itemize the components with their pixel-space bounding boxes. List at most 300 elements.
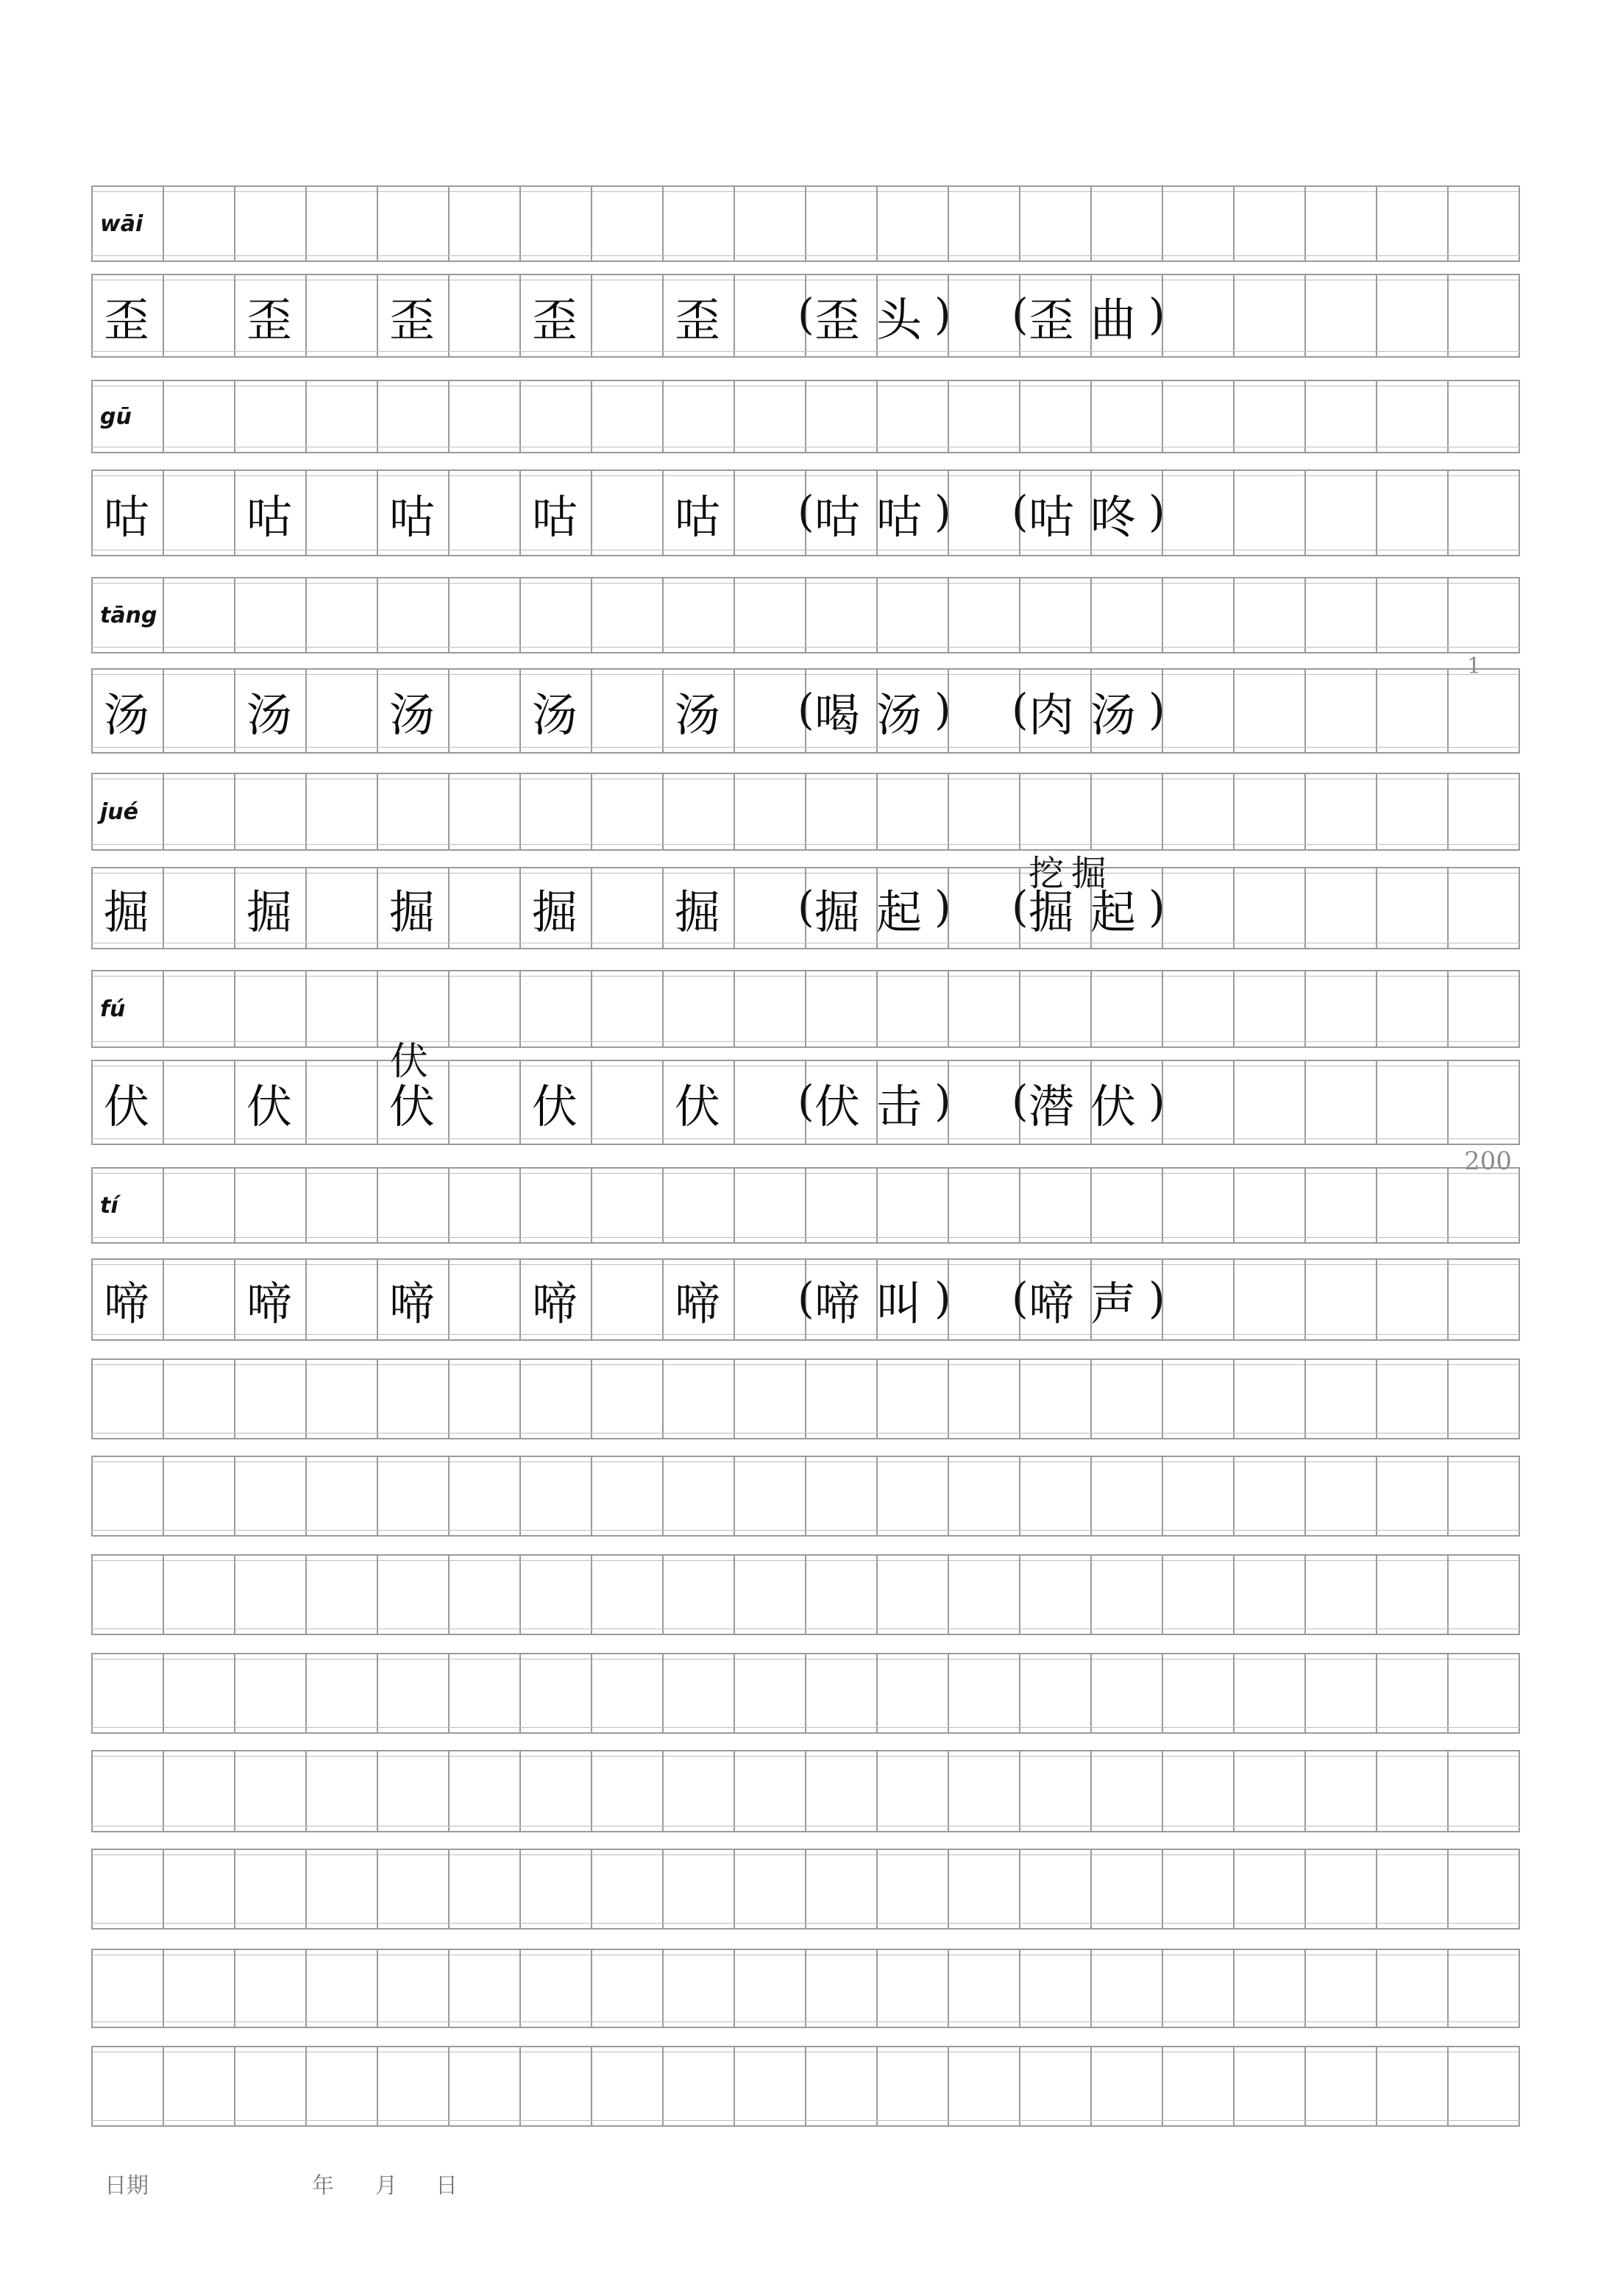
grid-line [1519, 578, 1520, 652]
grid-line [519, 774, 521, 849]
practice-character: 伏 [531, 1079, 578, 1133]
grid-line [163, 187, 164, 261]
grid-line [377, 1457, 378, 1535]
grid-line [805, 1850, 806, 1928]
grid-line [1376, 1950, 1377, 2027]
grid-line [448, 1260, 450, 1339]
grid-line [519, 971, 521, 1046]
grid-line [1162, 1169, 1163, 1242]
grid-line [234, 1950, 235, 2027]
grid-line [1376, 971, 1377, 1046]
grid-line [734, 1169, 735, 1242]
grid-line [163, 1556, 164, 1634]
grid-line [234, 971, 235, 1046]
blank-grid-row [91, 1949, 1520, 2028]
grid-line [1519, 1950, 1520, 2027]
grid-line [1447, 471, 1449, 555]
grid-line [1376, 1457, 1377, 1535]
grid-line [734, 1556, 735, 1634]
grid-line [1019, 1556, 1020, 1634]
vocabulary-word: 咕咕 [814, 489, 938, 544]
grid-line [448, 381, 450, 452]
blank-grid-row [91, 1653, 1520, 1734]
grid-line [1090, 1751, 1092, 1831]
grid-line [1304, 1850, 1306, 1928]
grid-line [519, 1751, 521, 1831]
grid-line [591, 1360, 592, 1438]
pinyin-row [91, 970, 1520, 1048]
footer-year: 年 [312, 2173, 334, 2199]
grid-line [591, 971, 592, 1046]
grid-line [1090, 1654, 1092, 1732]
grid-line [805, 1950, 806, 2027]
grid-line [305, 868, 307, 948]
grid-line [876, 1457, 878, 1535]
grid-line [805, 774, 806, 849]
grid-line [1162, 1556, 1163, 1634]
paren-open: ( [798, 1273, 814, 1323]
grid-line [734, 1850, 735, 1928]
grid-line [305, 1751, 307, 1831]
grid-line [1376, 1061, 1377, 1144]
grid-line [1304, 868, 1306, 948]
grid-line [948, 1950, 949, 2027]
practice-character: 啼 [388, 1276, 435, 1331]
grid-line [662, 578, 664, 652]
grid-line [1019, 1751, 1020, 1831]
grid-line [1233, 578, 1235, 652]
paren-open: ( [798, 684, 814, 734]
grid-line [1376, 1260, 1377, 1339]
grid-line [1019, 774, 1020, 849]
grid-line [734, 1950, 735, 2027]
grid-line [448, 1850, 450, 1928]
character-row [91, 470, 1520, 556]
grid-line [948, 774, 949, 849]
grid-line [1519, 1556, 1520, 1634]
model-character: 伏 [103, 1079, 149, 1133]
grid-line [948, 971, 949, 1046]
grid-line [1447, 275, 1449, 356]
grid-line [662, 774, 664, 849]
grid-line [1519, 971, 1520, 1046]
grid-line [1447, 381, 1449, 452]
grid-line [163, 1061, 164, 1144]
grid-line [1304, 2047, 1306, 2125]
grid-line [448, 471, 450, 555]
grid-line [591, 1457, 592, 1535]
blank-grid-row [91, 1554, 1520, 1635]
grid-line [234, 2047, 235, 2125]
model-character: 汤 [103, 687, 149, 742]
grid-line [1376, 670, 1377, 752]
grid-line [1447, 1360, 1449, 1438]
grid-line [1447, 1061, 1449, 1144]
grid-line [1447, 2047, 1449, 2125]
grid-line [1304, 670, 1306, 752]
grid-line [948, 1751, 949, 1831]
grid-line [591, 578, 592, 652]
grid-line [1376, 1751, 1377, 1831]
grid-line [591, 774, 592, 849]
grid-line [1233, 774, 1235, 849]
grid-line [1162, 2047, 1163, 2125]
grid-line [805, 1654, 806, 1732]
grid-line [1090, 1556, 1092, 1634]
grid-line [519, 1850, 521, 1928]
grid-line [734, 471, 735, 555]
grid-line [163, 275, 164, 356]
grid-line [1447, 187, 1449, 261]
grid-line [1376, 578, 1377, 652]
grid-line [234, 578, 235, 652]
grid-line [876, 187, 878, 261]
grid-line [305, 578, 307, 652]
grid-line [662, 1457, 664, 1535]
grid-line [1519, 187, 1520, 261]
grid-line [1519, 1654, 1520, 1732]
grid-line [519, 1950, 521, 2027]
grid-line [519, 187, 521, 261]
grid-line [1519, 1360, 1520, 1438]
grid-line [377, 1751, 378, 1831]
grid-line [1019, 1169, 1020, 1242]
paren-open: ( [798, 486, 814, 536]
grid-line [1304, 1950, 1306, 2027]
grid-line [377, 1169, 378, 1242]
grid-line [1162, 774, 1163, 849]
grid-line [91, 1751, 93, 1831]
grid-line [591, 187, 592, 261]
grid-line [234, 1751, 235, 1831]
practice-character: 掘 [674, 885, 720, 939]
grid-line [448, 1556, 450, 1634]
model-character: 啼 [103, 1276, 149, 1331]
grid-line [163, 471, 164, 555]
grid-line [1519, 670, 1520, 752]
grid-line [305, 2047, 307, 2125]
practice-character: 汤 [246, 687, 292, 742]
grid-line [163, 1654, 164, 1732]
grid-line [163, 381, 164, 452]
grid-line [377, 187, 378, 261]
grid-line [519, 1556, 521, 1634]
grid-line [876, 2047, 878, 2125]
paren-close: ) [1148, 882, 1165, 932]
grid-line [1376, 1360, 1377, 1438]
grid-line [1019, 2047, 1020, 2125]
grid-line [734, 1751, 735, 1831]
paren-open: ( [1012, 1076, 1029, 1126]
grid-line [591, 1751, 592, 1831]
grid-line [1447, 578, 1449, 652]
practice-character: 歪 [246, 292, 292, 347]
grid-line [448, 1654, 450, 1732]
grid-line [734, 868, 735, 948]
grid-line [234, 1556, 235, 1634]
grid-line [734, 187, 735, 261]
vocabulary-word: 咕咚 [1028, 489, 1152, 544]
grid-line [1233, 1654, 1235, 1732]
grid-line [1519, 1751, 1520, 1831]
practice-character: 汤 [388, 687, 435, 742]
grid-line [1162, 578, 1163, 652]
grid-line [448, 187, 450, 261]
grid-line [448, 1360, 450, 1438]
model-character: 歪 [103, 292, 149, 347]
grid-line [1304, 578, 1306, 652]
grid-line [591, 381, 592, 452]
grid-line [1519, 471, 1520, 555]
pinyin-label: gū [100, 403, 132, 430]
blank-grid-row [91, 1358, 1520, 1439]
grid-line [305, 1169, 307, 1242]
grid-line [448, 1457, 450, 1535]
paren-open: ( [798, 1076, 814, 1126]
grid-line [1090, 578, 1092, 652]
grid-line [1162, 1950, 1163, 2027]
grid-line [1519, 1061, 1520, 1144]
pinyin-label: tāng [100, 602, 157, 628]
grid-line [876, 971, 878, 1046]
practice-character: 歪 [674, 292, 720, 347]
grid-line [163, 1850, 164, 1928]
practice-character: 咕 [674, 489, 720, 544]
grid-line [805, 1360, 806, 1438]
grid-line [448, 275, 450, 356]
grid-line [1304, 187, 1306, 261]
grid-line [591, 1260, 592, 1339]
grid-line [591, 275, 592, 356]
footer-day: 日 [436, 2173, 458, 2199]
grid-line [1447, 971, 1449, 1046]
practice-character: 歪 [531, 292, 578, 347]
grid-line [1233, 1850, 1235, 1928]
grid-line [377, 2047, 378, 2125]
grid-line [734, 1654, 735, 1732]
grid-line [163, 578, 164, 652]
grid-line [805, 2047, 806, 2125]
grid-line [163, 774, 164, 849]
grid-line [305, 1654, 307, 1732]
grid-line [305, 971, 307, 1046]
vocabulary-word: 伏击 [814, 1079, 938, 1133]
grid-line [1162, 1751, 1163, 1831]
grid-line [1447, 1654, 1449, 1732]
grid-line [591, 670, 592, 752]
grid-line [662, 1654, 664, 1732]
grid-line [591, 1950, 592, 2027]
grid-line [305, 1457, 307, 1535]
paren-close: ) [1148, 289, 1165, 339]
character-row [91, 274, 1520, 358]
grid-line [1304, 1751, 1306, 1831]
grid-line [91, 1950, 93, 2027]
grid-line [448, 971, 450, 1046]
paren-open: ( [798, 289, 814, 339]
pinyin-label: tí [100, 1192, 118, 1219]
grid-line [1519, 1457, 1520, 1535]
grid-line [1019, 187, 1020, 261]
grid-line [876, 1751, 878, 1831]
practice-character: 咕 [388, 489, 435, 544]
grid-line [163, 1751, 164, 1831]
pinyin-label: jué [100, 798, 138, 825]
grid-line [305, 1061, 307, 1144]
grid-line [948, 2047, 949, 2125]
character-row [91, 1258, 1520, 1341]
grid-line [519, 381, 521, 452]
grid-line [734, 381, 735, 452]
model-character: 咕 [103, 489, 149, 544]
grid-line [1019, 1457, 1020, 1535]
grid-line [1019, 1360, 1020, 1438]
grid-line [734, 275, 735, 356]
grid-line [591, 1061, 592, 1144]
grid-line [1019, 578, 1020, 652]
vocabulary-word: 掘起 [814, 885, 938, 939]
character-row [91, 1060, 1520, 1145]
grid-line [1162, 1457, 1163, 1535]
grid-line [1304, 971, 1306, 1046]
grid-line [1304, 1654, 1306, 1732]
grid-line [1376, 774, 1377, 849]
grid-line [377, 578, 378, 652]
grid-line [305, 1850, 307, 1928]
grid-line [1447, 1260, 1449, 1339]
grid-line [948, 1457, 949, 1535]
grid-line [876, 1950, 878, 2027]
grid-line [1233, 1457, 1235, 1535]
grid-line [1519, 381, 1520, 452]
grid-line [163, 1360, 164, 1438]
grid-line [1304, 381, 1306, 452]
grid-line [1376, 275, 1377, 356]
footer-date-label: 日期 [104, 2173, 149, 2199]
margin-mark-1: 1 [1467, 653, 1482, 679]
grid-line [448, 1061, 450, 1144]
grid-line [1304, 471, 1306, 555]
practice-character: 伏 [246, 1079, 292, 1133]
vocabulary-word: 掘起 [1028, 885, 1152, 939]
footer-month: 月 [375, 2173, 397, 2199]
margin-mark-200: 200 [1464, 1147, 1512, 1176]
grid-line [734, 774, 735, 849]
practice-character: 掘 [531, 885, 578, 939]
grid-line [1376, 1169, 1377, 1242]
grid-line [234, 187, 235, 261]
pinyin-row [91, 773, 1520, 851]
grid-line [948, 381, 949, 452]
grid-line [1233, 471, 1235, 555]
grid-line [662, 1556, 664, 1634]
grid-line [448, 774, 450, 849]
grid-line [1233, 868, 1235, 948]
practice-character: 歪 [388, 292, 435, 347]
grid-line [91, 2047, 93, 2125]
grid-line [876, 1850, 878, 1928]
grid-line [1519, 1260, 1520, 1339]
grid-line [1090, 1360, 1092, 1438]
grid-line [591, 1556, 592, 1634]
grid-line [1019, 381, 1020, 452]
grid-line [448, 578, 450, 652]
practice-character: 伏 [674, 1079, 720, 1133]
grid-line [662, 1751, 664, 1831]
grid-line [1233, 275, 1235, 356]
grid-line [1233, 1950, 1235, 2027]
grid-line [876, 1360, 878, 1438]
grid-line [734, 971, 735, 1046]
blank-grid-row [91, 1456, 1520, 1537]
grid-line [377, 774, 378, 849]
grid-line [305, 471, 307, 555]
grid-line [734, 1360, 735, 1438]
practice-character: 伏 [388, 1079, 435, 1133]
grid-line [1090, 1169, 1092, 1242]
grid-line [234, 1457, 235, 1535]
grid-line [305, 1260, 307, 1339]
paren-close: ) [934, 289, 951, 339]
practice-character: 啼 [531, 1276, 578, 1331]
grid-line [948, 1850, 949, 1928]
grid-line [448, 1169, 450, 1242]
vocabulary-word: 啼叫 [814, 1276, 938, 1331]
grid-line [662, 2047, 664, 2125]
grid-line [163, 1169, 164, 1242]
grid-line [1304, 1360, 1306, 1438]
paren-close: ) [934, 1273, 951, 1323]
grid-line [805, 971, 806, 1046]
grid-line [1519, 774, 1520, 849]
practice-character: 咕 [531, 489, 578, 544]
grid-line [1233, 1061, 1235, 1144]
grid-line [876, 1169, 878, 1242]
grid-line [1447, 1457, 1449, 1535]
paren-open: ( [1012, 684, 1029, 734]
grid-line [662, 1360, 664, 1438]
practice-character: 汤 [674, 687, 720, 742]
grid-line [234, 1850, 235, 1928]
grid-line [519, 1169, 521, 1242]
grid-line [1233, 1751, 1235, 1831]
grid-line [163, 670, 164, 752]
grid-line [1233, 2047, 1235, 2125]
practice-character: 掘 [246, 885, 292, 939]
grid-line [662, 381, 664, 452]
grid-line [1233, 381, 1235, 452]
paren-close: ) [934, 1076, 951, 1126]
correction-fu: 伏 [390, 1040, 429, 1084]
grid-line [1233, 187, 1235, 261]
grid-line [662, 1850, 664, 1928]
grid-line [234, 774, 235, 849]
grid-line [1447, 1850, 1449, 1928]
grid-line [1447, 1950, 1449, 2027]
grid-line [1447, 1556, 1449, 1634]
grid-line [876, 1556, 878, 1634]
grid-line [1519, 1850, 1520, 1928]
grid-line [1019, 1654, 1020, 1732]
grid-line [305, 187, 307, 261]
grid-line [1233, 1360, 1235, 1438]
grid-line [448, 868, 450, 948]
paren-open: ( [1012, 486, 1029, 536]
grid-line [1304, 1457, 1306, 1535]
grid-line [1233, 1556, 1235, 1634]
grid-line [591, 1654, 592, 1732]
grid-line [1090, 2047, 1092, 2125]
